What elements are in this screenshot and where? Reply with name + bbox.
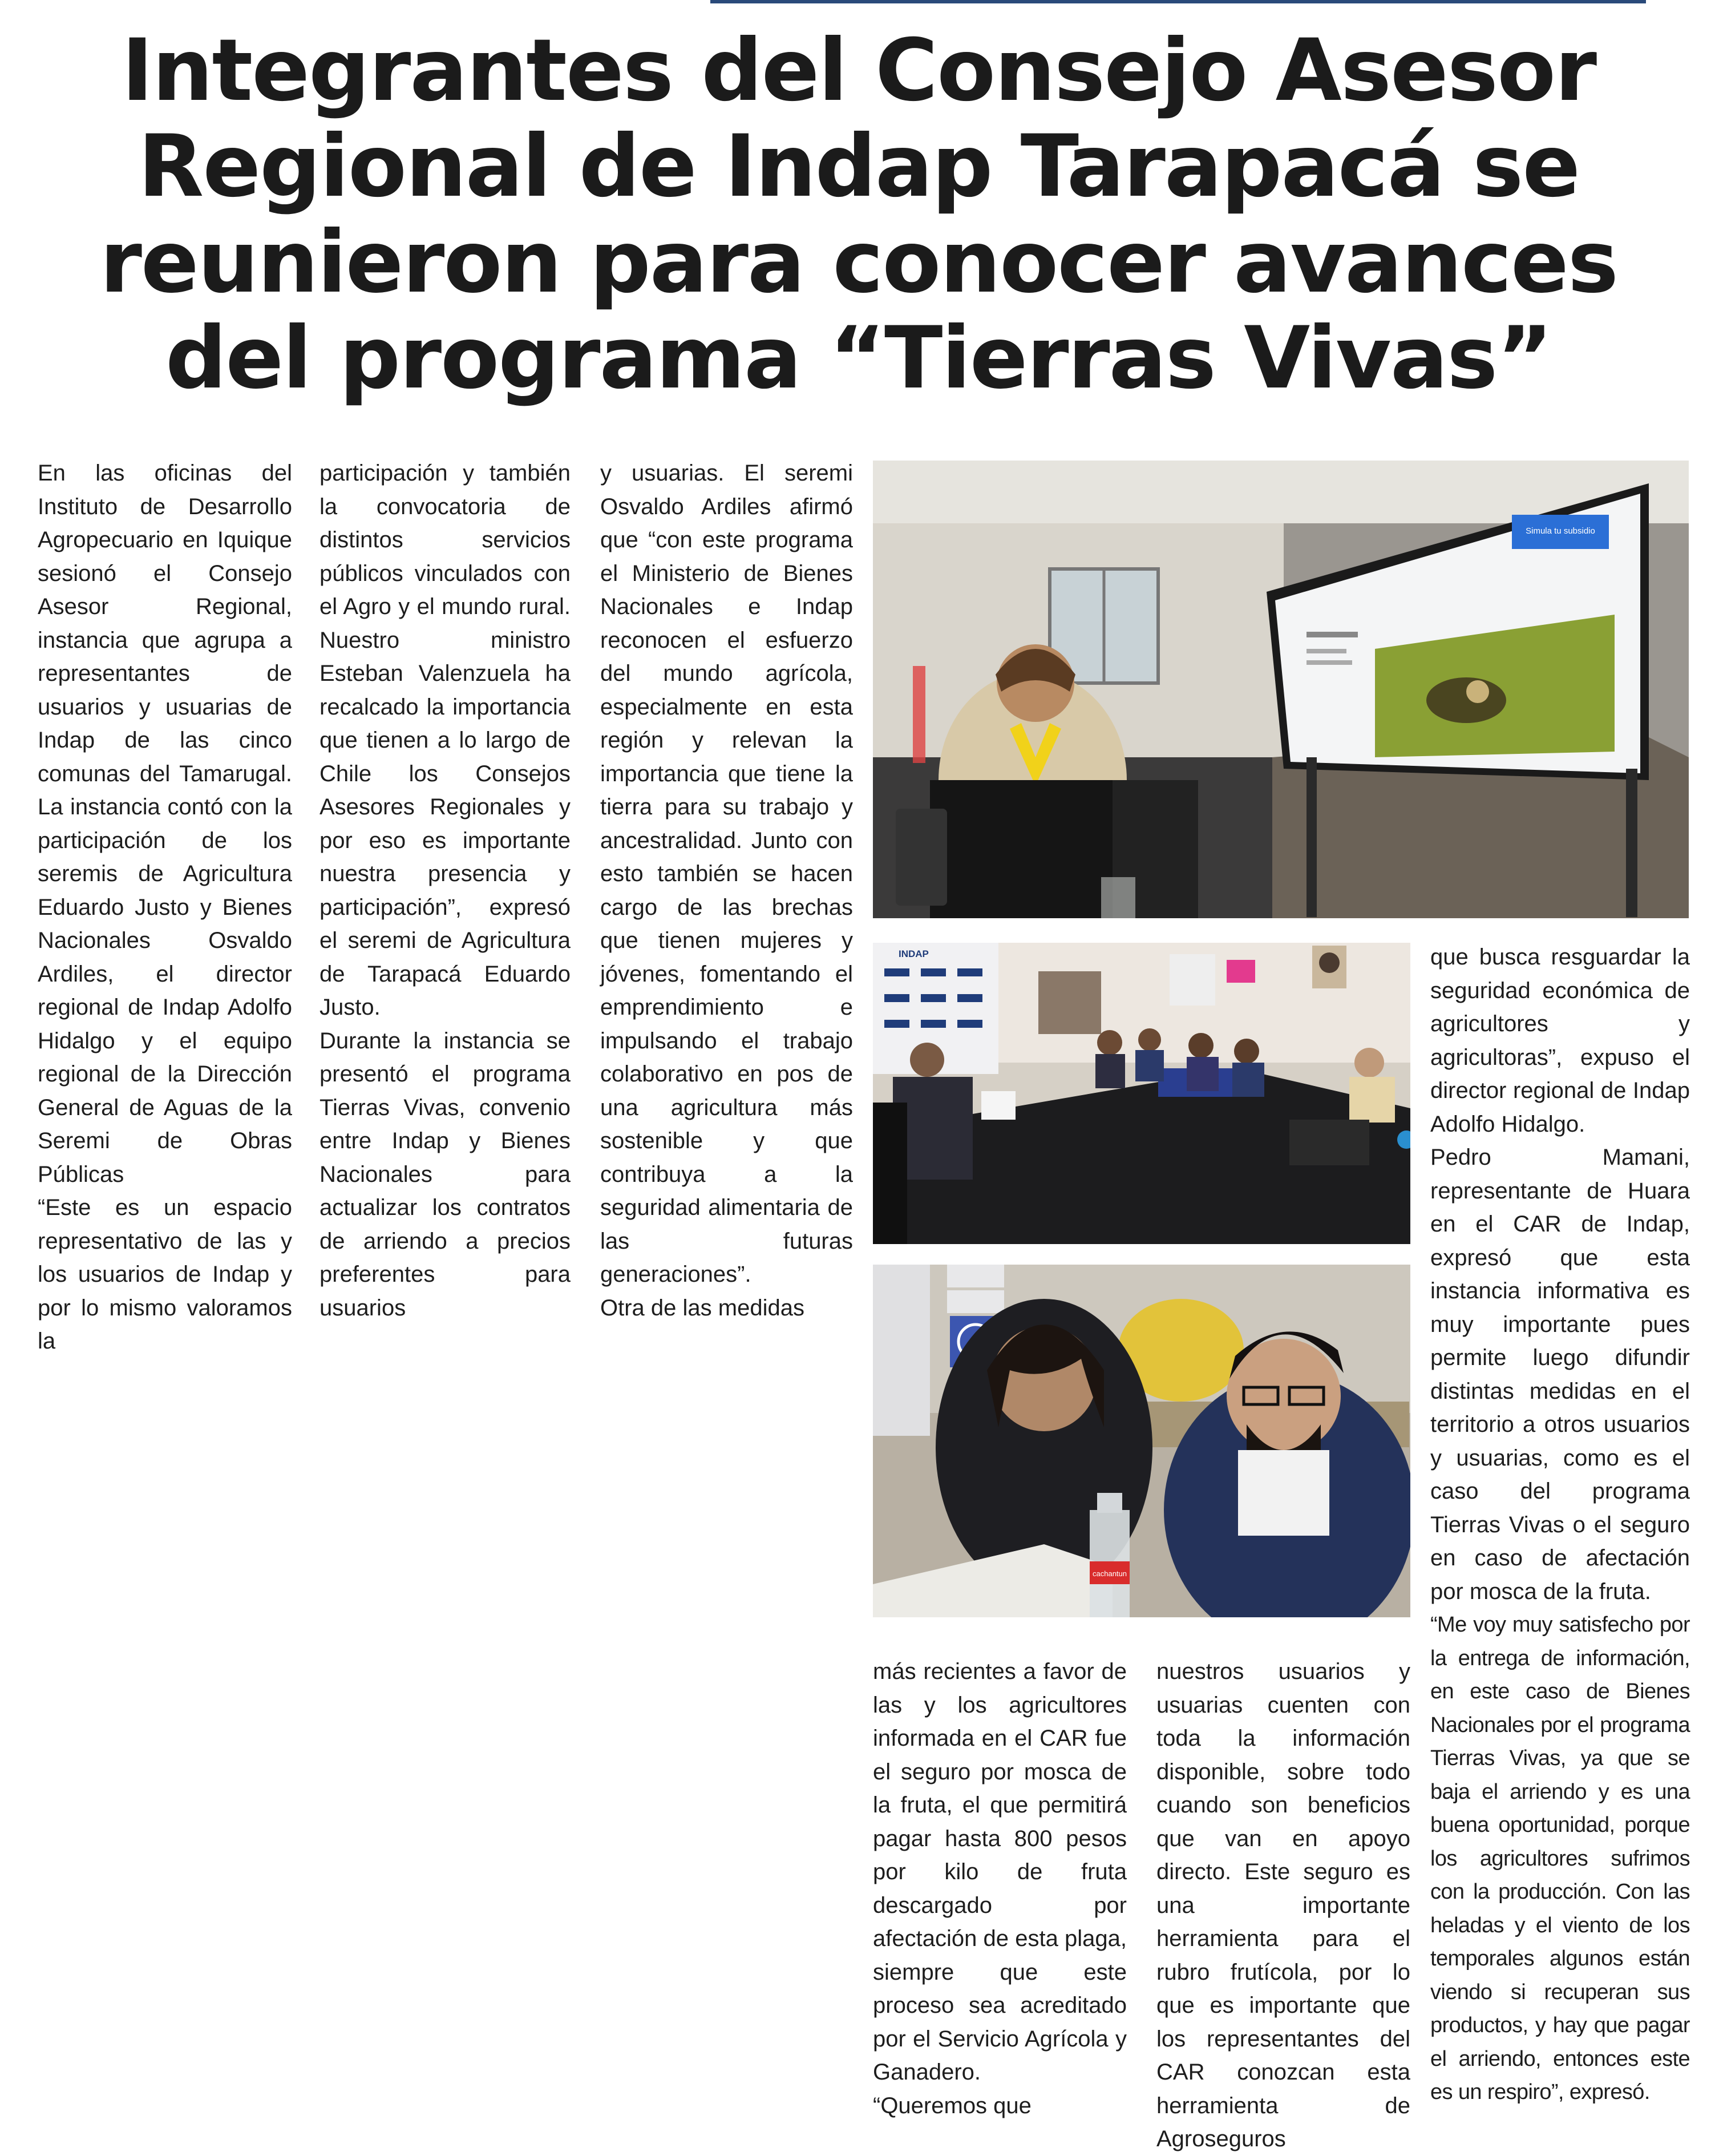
column-6-text-c: “Me voy muy satisfecho por la entrega de información, en este caso de Bienes Nacionales por el programa Tierras Vivas, ya que se baja el arriendo y es una buena oportunidad, porque los agricultores sufrimos con la producción. Con las heladas y el viento de los temporales algunos están viendo si recuperan sus productos, y hay que pagar el arriendo, entonces este es un respiro”, expresó.	[1430, 1613, 1690, 2104]
headline: Integrantes del Consejo Asesor Regional de Indap Tarapacá se reunieron para conocer avances del programa “Tierras Vivas”	[99, 21, 1618, 408]
column-1-quote: “Este es un espacio representativo de las y los usuarios de Indap y por lo mismo valoramos la	[38, 1195, 292, 1354]
photo-participants	[873, 1265, 1410, 1617]
photo-presentation	[873, 461, 1689, 918]
bottle-label-text: cachantun	[1093, 1569, 1127, 1578]
column-2	[319, 457, 571, 1325]
column-6	[1430, 940, 1690, 2109]
column-1	[38, 457, 292, 1358]
column-4	[873, 1655, 1127, 2122]
column-3-text: y usuarias. El seremi Osvaldo Ardiles afirmó que “con este programa el Ministerio de Bienes Nacionales e Indap reconocen el esfuerzo del mundo agrícola, especialmente en esta región y relevan la importancia que tiene la tierra para su trabajo y ancestralidad. Junto con esto también se hacen cargo de las brechas que tienen mujeres y jóvenes, fomentando el emprendimiento e impulsando el trabajo colaborativo en pos de una agricultura más sostenible y que contribuya a la seguridad alimentaria de las futuras generaciones”.	[600, 461, 853, 1287]
photo-meeting-table	[873, 943, 1410, 1244]
column-1-text: En las oficinas del Instituto de Desarrollo Agropecuario en Iquique sesionó el Consejo Asesor Regional, instancia que agrupa a representantes de usuarios y usuarias de Indap de las cinco comunas del Tamarugal. La instancia contó con la participación de los seremis de Agricultura Eduardo Justo y Bienes Nacionales Osvaldo Ardiles, el director regional de Indap Adolfo Hidalgo y el equipo regional de la Dirección General de Aguas de la Seremi de Obras Públicas	[38, 461, 292, 1187]
screen-button-text: Simula tu subsidio	[1526, 526, 1595, 536]
banner-logo-text: INDAP	[899, 948, 929, 959]
column-6-text-a: que busca resguardar la seguridad económica de agricultores y agricultoras”, expuso el director regional de Indap Adolfo Hidalgo.	[1430, 944, 1690, 1137]
column-2-text-b: Durante la instancia se presentó el programa Tierras Vivas, convenio entre Indap y Bienes Nacionales para actualizar los contratos de arriendo a precios preferentes para usuarios	[319, 1028, 571, 1321]
column-3-end: Otra de las medidas	[600, 1295, 804, 1321]
column-4-text-b: “Queremos que	[873, 2093, 1032, 2118]
column-5-text: nuestros usuarios y usuarias cuenten con toda la información disponible, sobre todo cuando son beneficios que van en apoyo directo. Este seguro es una importante herramienta para el rubro frutícola, por lo que es importante que los representantes del CAR conozcan esta herramienta de Agroseguros	[1156, 1659, 1410, 2151]
top-accent-bar	[710, 0, 1646, 3]
column-2-text-a: participación y también la convocatoria de distintos servicios públicos vinculados con el Agro y el mundo rural. Nuestro ministro Esteban Valenzuela ha recalcado la importancia que tienen a lo largo de Chile los Consejos Asesores Regionales y por eso es importante nuestra presencia y participación”, expresó el seremi de Agricultura de Tarapacá Eduardo Justo.	[319, 461, 571, 1020]
column-5	[1156, 1655, 1410, 2156]
column-3	[600, 457, 853, 1325]
column-6-text-b: Pedro Mamani, representante de Huara en el CAR de Indap, expresó que esta instancia informativa es muy importante pues permite luego difundir distintas medidas en el territorio a otros usuarios y usuarias, como es el caso del programa Tierras Vivas o el seguro en caso de afectación por mosca de la fruta.	[1430, 1145, 1690, 1604]
column-4-text-a: más recientes a favor de las y los agricultores informada en el CAR fue el seguro por mosca de la fruta, el que permitirá pagar hasta 800 pesos por kilo de fruta descargado por afectación de esta plaga, siempre que este proceso sea acreditado por el Servicio Agrícola y Ganadero.	[873, 1659, 1127, 2085]
